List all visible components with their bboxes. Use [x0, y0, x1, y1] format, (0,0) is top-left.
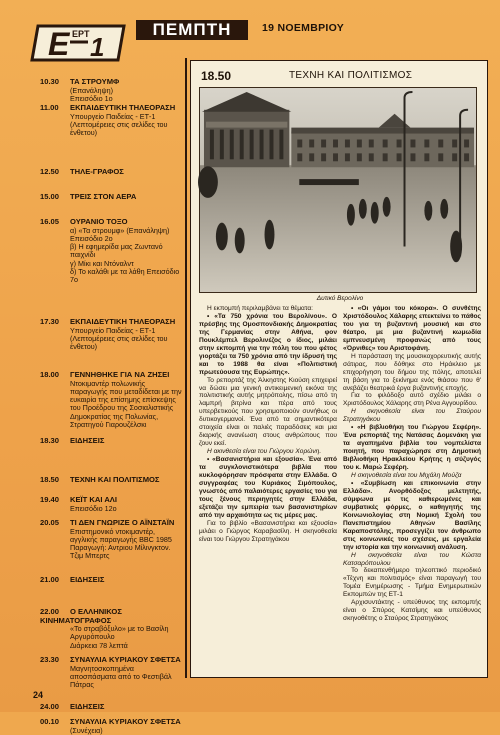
schedule-time: 17.30 [40, 317, 60, 326]
article-paragraph: Η εκπομπή περιλαμβάνει τα θέματα: [207, 305, 313, 312]
schedule-entry-heading [40, 476, 182, 485]
article-paragraph: Η ακινθεσία είναι του Γιώργου Χορώνη. [207, 448, 322, 456]
schedule-entry [40, 78, 182, 103]
schedule-entry [40, 437, 182, 446]
schedule-title: ΣΥΝΑΥΛΙΑ ΚΥΡΙΑΚΟΥ ΣΦΕΤΣΑ [70, 655, 181, 664]
schedule-time: 19.40 [40, 495, 60, 504]
schedule-title: ΟΥΡΑΝΙΟ ΤΟΞΟ [70, 217, 128, 226]
schedule-detail: Διάρκεια 78 λεπτά [70, 640, 128, 650]
schedule-time: 24.00 [40, 702, 60, 711]
svg-text:ΕΡΤ: ΕΡΤ [72, 29, 90, 39]
schedule-title: ΚΕΪΤ ΚΑΙ ΑΛΙ [70, 495, 117, 504]
schedule-entry [40, 576, 182, 585]
article-column-left [199, 305, 337, 544]
schedule-detail: γ) Μίκι και Ντόναλντ [70, 258, 134, 268]
feature-time: 18.50 [201, 69, 232, 83]
schedule-detail: β) Η εφημερίδα μας Ζωντανό παιχνίδι [70, 242, 163, 260]
schedule-entry-heading [40, 703, 182, 712]
day-banner: ΠΕΜΠΤΗ [136, 20, 248, 40]
schedule-time: 23.30 [40, 655, 60, 664]
schedule-title: ΤΙ ΔΕΝ ΓΝΩΡΙΖΕ Ο ΑΪΝΣΤΑΪΝ [70, 518, 175, 527]
schedule-detail: Επιστημονικό ντοκιμαντέρ, αγγλικής παραγωγής BBC 1985 [70, 526, 172, 544]
svg-text:1: 1 [90, 32, 105, 62]
schedule-title: ΓΕΝΝΗΘΗΚΕ ΓΙΑ ΝΑ ΖΗΣΕΙ [70, 370, 170, 379]
article-paragraph: • «Συμβίωση και επικοινωνία στην Ελλάδα». Ανορθόδοξος μελετητής, σύμφωνα με τις καθιερωμένες και συμβατικές φόρμες, ο καθηγητής της Κοινωνιολογίας στη Νομική Σχολή του Πανεπιστημίου Αθηνών Βασίλης Καραποστόλης, προσεγγίζει τον άνθρωπο στις κοινωνικές του σχέσεις, με εργαλεία την ιστορία και την κοινωνική ανάλυση. [343, 479, 481, 551]
schedule-entry [40, 496, 182, 513]
schedule-detail: Επεισόδιο 1ο [70, 93, 113, 103]
schedule-time: 18.50 [40, 475, 60, 484]
schedule-title: ΤΑ ΣΤΡΟΥΜΦ [70, 77, 120, 86]
photo-caption: Δυτικό Βερολίνο [316, 295, 364, 302]
schedule-detail: Παραγωγή: Αντριου Μίλινγκτον. Τζιμ Μπερτς [70, 543, 171, 561]
feature-header [201, 69, 477, 87]
page-number: 24 [33, 690, 44, 700]
column-divider [185, 58, 187, 678]
schedule-entry [40, 168, 182, 177]
article-paragraph: Η σκηνοθεσία είναι του Μιχάλη Μούζα [351, 472, 462, 480]
schedule-title: ΕΙΔΗΣΕΙΣ [70, 436, 105, 445]
schedule-detail: δ) Το καλάθι με τα λάθη Επεισόδιο 7ο [70, 267, 180, 285]
schedule-detail: α) «Τα στρουμφ» (Επανάληψη) Επεισόδιο 2ο [70, 225, 170, 243]
article-paragraph: Το ρεπορτάζ της Άλκηστης Κιούση επιχειρεί να δώσει μια γενική αντικειμενική εικόνα της πολιτιστικής αυτής μητρόπολης, πίσω από τη λαμπρή βιτρίνα και πέρα από τους υπερβετικούς που χρησιμοποιούν συνήθως οι δυτικογερμανοί. Ένα από τα σημαντικότερα στοιχεία είναι οι παλιές παραδόσεις και μια διαρκής ανανέωση στους ανθρώπους που ζουν εκεί. [199, 376, 337, 448]
schedule-time: 20.05 [40, 518, 60, 527]
schedule-entry-heading [40, 193, 182, 202]
schedule-time: 21.00 [40, 575, 60, 584]
schedule-detail: (Επανάληψη) [70, 85, 114, 95]
article-paragraph: Η παράσταση της μουσικοχορευτικής αυτής σάτιρας, που δόθηκε στο Ηράκλειο με επιχορήγηση του δήμου της πόλης, αποτελεί τη βάση για το ξεκίνημα ενός θιάσου που θ' ανεβάζει θεατρικά έργα βυζαντινής εποχής. [343, 352, 481, 392]
schedule-detail: Υπουργείο Παιδείας - ΕΤ-1 [70, 111, 156, 121]
schedule-detail: (Συνέχεια) [70, 725, 103, 735]
schedule-detail: Ντοκιμαντέρ πολωνικής παραγωγής που μεταδίδεται με την ευκαιρία της επίσημης επίσκεψης του Προέδρου της Σοσιαλιστικής Δημοκρατίας της Πολωνίας, Στρατηγού Γιαρουζέλσκι [70, 378, 182, 430]
article-paragraph: • «Οι γάμοι του κόκορα». Ο συνθέτης Χριστόδουλος Χάλαρης επεκτείνει το πάθος του για τη βυζαντινή μουσική και στο θέατρο, με μια βυζαντινή κωμωδία εμπνευσμένη προφανώς από τους «Όρνιθες» του Αριστοφάνη. [343, 305, 481, 352]
article-paragraph: • «Τα 750 χρόνια του Βερολίνου». Ο πρέσβης της Ομοσπονδιακής Δημοκρατίας της Γερμανίας στην Αθήνα, φον Πουκλέμπελ Βερολινέζος ο ίδιος, μιλάει στην εκπομπή για την πόλη του που φέτος γιορτάζει τα 750 χρόνια από την ίδρυσή της και το 1988 θα είναι «Πολιτιστική πρωτεύουσα της Ευρώπης». [199, 312, 337, 376]
schedule-title: ΕΚΠΑΙΔΕΥΤΙΚΗ ΤΗΛΕΟΡΑΣΗ [70, 103, 176, 112]
schedule-title: ΣΥΝΑΥΛΙΑ ΚΥΡΙΑΚΟΥ ΣΦΕΤΣΑ [70, 717, 181, 726]
schedule-detail: Υπουργείο Παιδείας - ΕΤ-1 [70, 325, 156, 335]
schedule-time: 15.00 [40, 192, 60, 201]
schedule-entry [40, 608, 182, 650]
schedule-detail: Μαγνητοσκοπημένα αποσπάσματα από το Φεστιβάλ Πάτρας [70, 663, 172, 690]
schedule-entry [40, 656, 182, 689]
schedule-time: 22.00 [40, 607, 60, 616]
schedule-entry [40, 104, 182, 137]
schedule-detail: «Το στραβόξυλο» με το Βασίλη Αργυρόπουλο [70, 624, 169, 642]
article-paragraph: Για το βιβλίο «Βασανιστήρια και εξουσία» μιλάει ο Γιώργος Καραβασίλη. Η σκηνοθεσία είναι του Γιώργου Στρατηγάκου [199, 519, 337, 543]
date-label: 19 ΝΟΕΜΒΡΙΟΥ [262, 22, 345, 34]
schedule-entry [40, 519, 182, 561]
schedule-time: 18.30 [40, 436, 60, 445]
article-paragraph: Το δεκαπενθήμερο τηλεοπτικό περιοδικό «Τέχνη και πολιτισμός» είναι παραγωγή του Τομέα Ενημέρωσης - Τμήμα Ενημερωτικών Εκπομπών της ΕΤ-1 [343, 567, 481, 599]
schedule-entry [40, 193, 182, 202]
schedule-time: 16.05 [40, 217, 60, 226]
schedule-entry-heading [40, 718, 182, 727]
schedule-entry [40, 318, 182, 351]
schedule-entry [40, 718, 182, 735]
schedule-title: ΕΚΠΑΙΔΕΥΤΙΚΗ ΤΗΛΕΟΡΑΣΗ [70, 317, 176, 326]
schedule-title: ΤΡΕΙΣ ΣΤΟΝ ΑΕΡΑ [70, 192, 137, 201]
schedule-entry-heading [40, 168, 182, 177]
schedule-title: ΕΙΔΗΣΕΙΣ [70, 575, 105, 584]
schedule-entry [40, 476, 182, 485]
article-paragraph: Αρχισυντάκτης - υπεύθυνος της εκπομπής είναι ο Σπύρος Κατσίμης και υπεύθυνος σκηνοθέτης ο Σταύρος Στρατηγάκος [343, 599, 481, 623]
ert1-logo [30, 22, 126, 64]
schedule-entry-heading [40, 576, 182, 585]
article-paragraph: Η σκηνοθεσία είναι του Κώστα Κατσαρόπουλου [343, 551, 481, 567]
schedule-time: 12.50 [40, 167, 60, 176]
schedule-detail: (Λεπτομέρειες στις σελίδες του ένθετου) [70, 333, 168, 352]
svg-text:E: E [48, 26, 70, 62]
feature-panel [190, 60, 488, 678]
schedule-entry-heading [40, 608, 182, 625]
schedule-title: Ο ΕΛΛΗΝΙΚΟΣ ΚΙΝΗΜΑΤΟΓΡΑΦΟΣ [40, 607, 122, 625]
article-paragraph: Για το φιλόδοξο αυτό σχέδιο μιλάει ο Χριστόδουλος Χάλαρης στη Ρένα Αγγουρίδου. [343, 392, 481, 408]
schedule-title: ΤΕΧΝΗ ΚΑΙ ΠΟΛΙΤΙΣΜΟΣ [70, 475, 160, 484]
schedule-entry [40, 703, 182, 712]
schedule-entry [40, 371, 182, 429]
article-column-right [343, 305, 481, 623]
schedule-detail: (Λεπτομέρειες στις σελίδες του ένθετου) [70, 119, 168, 138]
article-paragraph: • «Βασανιστήρια και εξουσία». Ένα από τα συγκλονιστικότερα βιβλία που κυκλοφόρησαν πρόσφατα στην Ελλάδα. Ο συγγραφέας του Κυριάκος Σιμόπουλος, γνωστός από παλαιότερες εργασίες του για τους ξένους περιηγητές στην Ελλάδα, εξετάζει την εμπειρία των βασανιστηρίων από την αρχαιότητα ως τις μέρες μας. [199, 456, 337, 519]
berlin-photo [199, 87, 477, 293]
feature-title: ΤΕΧΝΗ ΚΑΙ ΠΟΛΙΤΙΣΜΟΣ [289, 70, 413, 81]
schedule-entry-heading [40, 437, 182, 446]
schedule-time: 11.00 [40, 103, 59, 112]
article-paragraph: • «Η βιβλιοθήκη του Γιώργου Σεφέρη». Ένα ρεπορτάζ της Νατάσας Δομενάκη για τα αγαπημένα βιβλία του νομπελίστα ποιητή, που παραχώρησε στη Δημοτική Βιβλιοθήκη Ηρακλείου Κρήτης η σύζυγός του κ. Μαρώ Σεφέρη. [343, 424, 481, 472]
schedule-time: 00.10 [40, 717, 60, 726]
schedule-time: 18.00 [40, 370, 60, 379]
schedule-entry [40, 218, 182, 285]
schedule-time: 10.30 [40, 77, 60, 86]
article-paragraph: Η σκηνοθεσία είναι του Σταύρου Στρατηγάκου [343, 408, 481, 424]
schedule-title: ΤΗΛΕ-ΓΡΑΦΟΣ [70, 167, 124, 176]
schedule-detail: Επεισόδιο 12ο [70, 503, 117, 513]
schedule-title: ΕΙΔΗΣΕΙΣ [70, 702, 105, 711]
